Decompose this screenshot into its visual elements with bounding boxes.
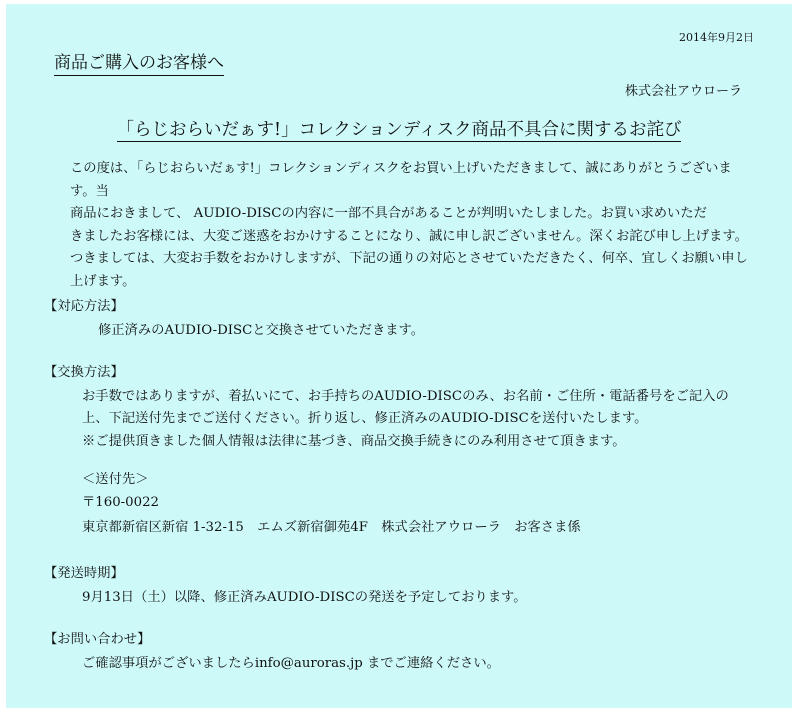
notice-date: 2014年9月2日 xyxy=(679,31,754,44)
intro-line: 上げます。 xyxy=(70,273,136,289)
intro-line: 商品におきまして、 AUDIO-DISCの内容に一部不具合があることが判明いたしました。お買い求めいただ xyxy=(70,206,707,221)
postal-code: 〒160-0022 xyxy=(82,495,160,510)
section-heading-response: 【対応方法】 xyxy=(44,299,124,314)
exchange-privacy-note: ※ご提供頂きました個人情報は法律に基づき、商品交換手続きにのみ利用させて頂きます。 xyxy=(82,434,626,449)
exchange-text: お手数ではありますが、着払いにて、お手持ちのAUDIO-DISCのみ、お名前・ご住所・電話番号をご記入の xyxy=(82,389,729,404)
intro-line: つきましては、大変お手数をおかけしますが、下記の通りの対応とさせていただきたく、何卒、宜しくお願い申し xyxy=(70,251,748,266)
shipping-text: 9月13日（土）以降、修正済みAUDIO-DISCの発送を予定しております。 xyxy=(82,590,527,605)
intro-paragraph xyxy=(70,158,756,293)
shipping-address: 東京都新宿区新宿 1-32-15 エムズ新宿御苑4F 株式会社アウローラ お客さま係 xyxy=(82,520,581,535)
intro-line: この度は、「らじおらいだぁす!」コレクションディスクをお買い上げいただきまして、誠にありがとうございます。当 xyxy=(70,161,732,199)
notice-title-text: 「らじおらいだぁす!」コレクションディスク商品不具合に関するお詫び xyxy=(116,120,682,140)
exchange-text: 上、下記送付先までご送付ください。折り返し、修正済みのAUDIO-DISCを送付いたします。 xyxy=(82,411,648,426)
notice-page xyxy=(6,4,792,708)
section-heading-contact: 【お問い合わせ】 xyxy=(44,632,151,647)
section-heading-exchange: 【交換方法】 xyxy=(44,365,124,380)
intro-line: きましたお客様には、大変ご迷惑をおかけすることになり、誠に申し訳ございません。深くお詫び申し上げます。 xyxy=(70,228,748,244)
shipping-address-label: ＜送付先＞ xyxy=(82,472,149,487)
section-heading-shipping: 【発送時期】 xyxy=(44,566,124,581)
company-name: 株式会社アウローラ xyxy=(624,84,742,99)
addressee-heading: 商品ご購入のお客様へ xyxy=(54,52,224,76)
contact-text: ご確認事項がございましたらinfo@auroras.jp までご連絡ください。 xyxy=(82,656,500,671)
notice-title xyxy=(6,116,792,144)
response-text: 修正済みのAUDIO-DISCと交換させていただきます。 xyxy=(98,323,425,338)
